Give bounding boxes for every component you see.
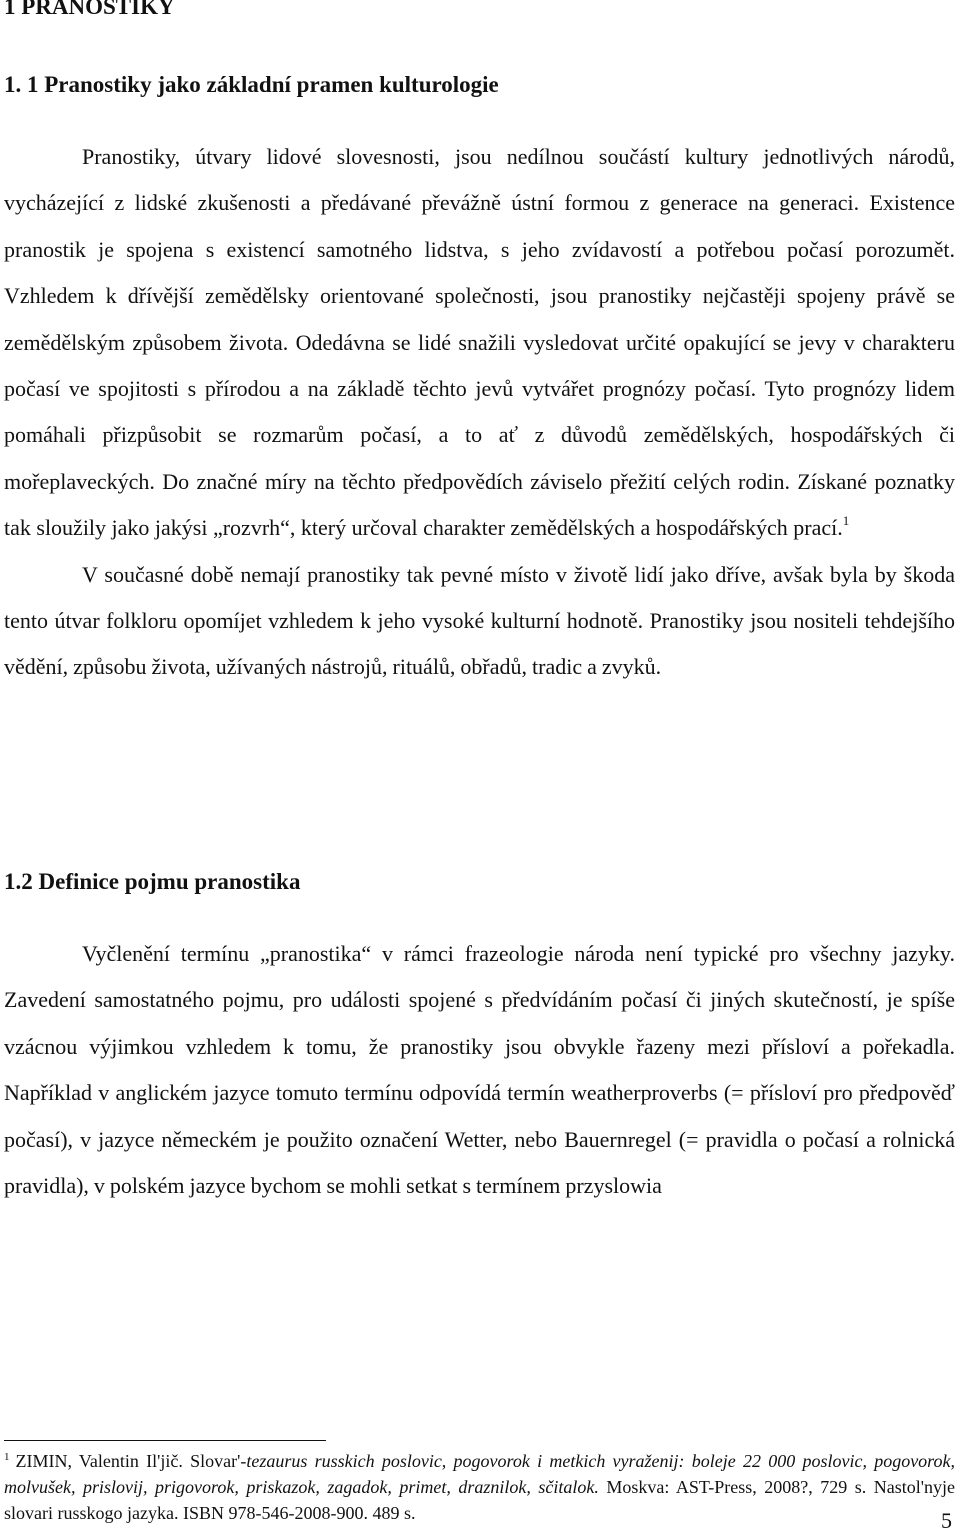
- paragraph-pranostiky-intro: [4, 134, 955, 552]
- section-2-body: [4, 931, 955, 1209]
- footnote-number: 1: [4, 1451, 10, 1463]
- footnote-separator: [4, 1440, 326, 1441]
- chapter-title: 1 PRANOSTIKY: [4, 0, 175, 19]
- section-1-body: [4, 134, 955, 691]
- section-1-title: 1. 1 Pranostiky jako základní pramen kulturologie: [4, 72, 499, 97]
- paragraph-definition: Vyčlenění termínu „pranostika“ v rámci frazeologie národa není typické pro všechny jazyky. Zavedení samostatného pojmu, pro události spojené s předvídáním počasí či jiných skutečností, je spíše vzácnou výjimkou vzhledem k tomu, že pranostiky jsou obvykle řazeny mezi přísloví a pořekadla. Například v anglickém jazyce tomuto termínu odpovídá termín weatherproverbs (= přísloví pro předpověď počasí), v jazyce německém je použito označení Wetter, nebo Bauernregel (= pravidla o počasí a rolnická pravidla), v polském jazyce bychom se mohli setkat s termínem przyslowia: [4, 941, 955, 1199]
- footnote-publication: Moskva: AST-Press, 2008?, 729 s. Nastol'nyje slovari russkogo jazyka. ISBN 978-546-2008-900. 489 s.: [4, 1477, 955, 1523]
- paragraph-text: Pranostiky, útvary lidové slovesnosti, jsou nedílnou součástí kultury jednotlivých národů, vycházející z lidské zkušenosti a předávané převážně ústní formou z generace na generaci. Existence pranostik je spojena s existencí samotného lidstva, s jeho zvídavostí a potřebou počasí porozumět. Vzhledem k dřívější zemědělsky orientované společnosti, jsou pranostiky nejčastěji spojeny právě se zemědělským způsobem života. Odedávna se lidé snažili vysledovat určité opakující se jevy v charakteru počasí ve spojitosti s přírodou a na základě těchto jevů vytvářet prognózy počasí. Tyto prognózy lidem pomáhali přizpůsobit se rozmarům počasí, a to ať z důvodů zemědělských, hospodářských či mořeplaveckých. Do značné míry na těchto předpovědích záviselo přežití celých rodin. Získané poznatky tak sloužily jako jakýsi „rozvrh“, který určoval charakter zemědělských a hospodářských prací.: [4, 144, 955, 541]
- page-number: 5: [941, 1508, 952, 1533]
- footnote-title: tezaurus russkich poslovic, pogovorok i metkich vyraženij: boleje 22 000 poslovic, pogovorok, molvušek, prislovij, prigovorok, priskazok, zagadok, primet, draznilok, sčitalok.: [4, 1451, 956, 1497]
- footnote-author: ZIMIN, Valentin Il'jič. Slovar'-: [15, 1451, 247, 1471]
- footnote-reference[interactable]: 1: [842, 513, 850, 529]
- paragraph-current-role: V současné době nemají pranostiky tak pevné místo v životě lidí jako dříve, avšak byla by škoda tento útvar folkloru opomíjet vzhledem k jeho vysoké kulturní hodnotě. Pranostiky jsou nositeli tehdejšího vědění, způsobu života, užívaných nástrojů, rituálů, obřadů, tradic a zvyků.: [4, 561, 955, 680]
- footnote: [4, 1448, 955, 1526]
- section-2-title: 1.2 Definice pojmu pranostika: [4, 869, 301, 894]
